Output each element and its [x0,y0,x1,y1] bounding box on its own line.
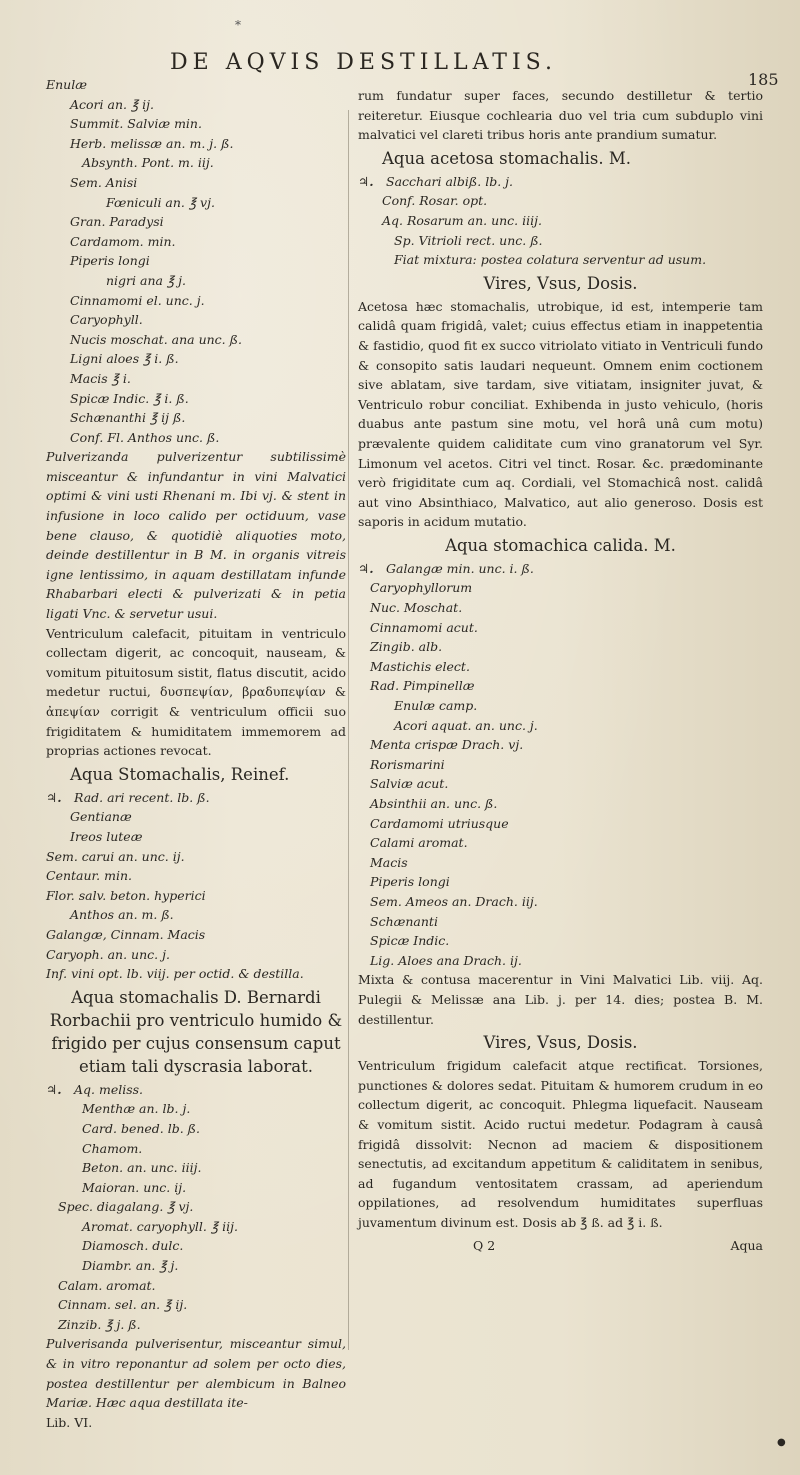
left-recipe-line [46,1217,346,1237]
right-recipe-line [358,774,763,794]
right-recipe-line [358,735,763,755]
recipe-symbol-icon: ♃. [46,1081,62,1097]
left-text: Aqua Stomachalis, Reinef. [70,764,290,784]
right-text: Enulæ camp. [394,698,478,714]
ornament-icon: ● [777,1437,786,1448]
right-text: Mixta & contusa macerentur in Vini Malvatici Lib. viij. Aq. Pulegii & Melissæ ana Lib. j. per 14. dies; postea B. M. destillentur. [358,972,763,1027]
right-heading [358,534,763,557]
left-text: Diambr. an. ℥ j. [82,1258,179,1274]
left-recipe-line [46,1119,346,1139]
left-text: Spec. diagalang. ℥ vj. [58,1199,194,1215]
right-text: Sp. Vitrioli rect. unc. ß. [394,232,543,248]
right-recipe-line [358,892,763,912]
left-text: Cinnam. sel. an. ℥ ij. [58,1297,188,1313]
left-recipe-line [46,75,346,95]
left-recipe-line [46,866,346,886]
right-heading [358,272,763,295]
left-recipe-line [46,886,346,906]
left-text: Herb. melissæ an. m. j. ß. [70,135,234,151]
right-recipe-line [358,833,763,853]
left-text: Gentianæ [70,809,132,825]
left-recipe-line [46,271,346,291]
right-text: Aqua acetosa stomachalis. M. [382,148,632,168]
left-recipe-line [46,428,346,448]
right-recipe-line [358,657,763,677]
recipe-symbol-icon: ♃. [358,173,374,189]
left-heading [46,986,346,1078]
left-recipe-line [46,1178,346,1198]
right-recipe-line [358,231,763,251]
left-recipe-line [46,153,346,173]
left-text: Spicæ Indic. ℥ i. ß. [70,390,189,406]
right-text: rum fundatur super faces, secundo destilletur & tertio reiteretur. Eiusque cochlearia duo vel tria cum subduplo vini malvatici vel clareti tribus horis ante prandium sumatur. [358,88,763,143]
left-recipe-line [46,1080,346,1100]
left-recipe-line [46,1158,346,1178]
left-text: Ventriculum calefacit, pituitam in ventriculo collectam digerit, ac concoquit, nauseam, & vomitum pituitosum sistit, flatus discutit, acido medetur ructui, δυσπεψίαν, βραδυπεψίαν & ἀπεψίαν corrigit & ventriculum officii suo frigiditatem & humiditatem immemorem ad proprias actiones revocat. [46,625,346,759]
right-recipe-line [358,637,763,657]
left-text: Pulverizanda pulverizentur subtilissimè misceantur & infundantur in vini Malvatici optimi & vini usti Rhenani m. Ibi vj. & stent in infusione in loco calido per octiduum, vase bene clauso, & quotidiè aliquoties moto, deinde destillentur in B M. in organis vitreis igne lentissimo, in aquam destillatam infunde Rhabarbari electi & pulverizati & in petia ligati Vnc. & servetur usui. [46,449,346,622]
right-text: Cinnamomi acut. [370,619,478,635]
left-text: Aq. meliss. [74,1081,144,1097]
right-text: Lig. Aloes ana Drach. ij. [370,952,522,968]
left-text: Cinnamomi el. unc. j. [70,292,205,308]
left-text: Cardamom. min. [70,233,176,249]
right-recipe-line [358,211,763,231]
left-text: Ireos luteæ [70,828,143,844]
left-paragraph [46,624,346,761]
right-recipe-line [358,912,763,932]
top-mark: * [235,18,241,32]
right-paragraph [358,86,763,145]
left-recipe-line [46,212,346,232]
right-paragraph [358,970,763,1029]
right-text: Rorismarini [370,756,445,772]
right-text: Calami aromat. [370,835,468,851]
right-paragraph [358,297,763,532]
right-text: Mastichis elect. [370,658,470,674]
right-text: Cardamomi utriusque [370,815,509,831]
right-text: Nuc. Moschat. [370,600,463,616]
left-recipe-line [46,291,346,311]
left-text: Sem. carui an. unc. ij. [46,848,185,864]
left-text: Caryophyll. [70,312,143,328]
left-text: Sem. Anisi [70,174,138,190]
right-recipe-line [358,755,763,775]
left-heading [46,763,346,786]
page-footer [358,1236,763,1256]
left-paragraph [46,447,346,623]
right-recipe-line [358,872,763,892]
right-text: Menta crispæ Drach. vj. [370,737,524,753]
left-recipe-line [46,95,346,115]
right-column [358,86,763,1256]
right-text: Aq. Rosarum an. unc. iiij. [382,212,542,228]
left-text: Enulæ [46,77,87,92]
left-text: Calam. aromat. [58,1277,156,1293]
left-text: Conf. Fl. Anthos unc. ß. [70,429,220,445]
running-head: DE AQVIS DESTILLATIS. [170,50,557,75]
left-recipe-line [46,193,346,213]
left-recipe-line [46,1139,346,1159]
left-text: Rad. ari recent. lb. ß. [74,789,210,805]
left-recipe-line [46,134,346,154]
right-text: Galangæ min. unc. i. ß. [386,560,534,576]
right-recipe-line [358,559,763,579]
left-recipe-line [46,369,346,389]
left-recipe-line [46,1236,346,1256]
right-text: Fiat mixtura: postea colatura serventur ad usum. [394,252,707,268]
left-text: Piperis longi [70,253,150,269]
right-text: Caryophyllorum [370,580,473,596]
left-recipe-line [46,349,346,369]
left-recipe-line [46,807,346,827]
right-recipe-line [358,250,763,270]
left-column [46,75,346,1432]
left-text: Aromat. caryophyll. ℥ iij. [82,1218,238,1234]
left-text: Fœniculi an. ℥ vj. [106,194,215,210]
left-recipe-line [46,1256,346,1276]
right-heading [358,1031,763,1054]
right-heading [358,147,763,170]
left-recipe-line [46,847,346,867]
left-paragraph [46,1334,346,1412]
catchword: Aqua [730,1238,763,1254]
left-recipe-line [46,232,346,252]
right-text: Sacchari albiß. lb. j. [386,173,514,189]
right-text: Aqua stomachica calida. M. [445,535,676,555]
right-text: Schænanti [370,913,438,929]
right-text: Acori aquat. an. unc. j. [394,717,538,733]
left-recipe-line [46,1413,346,1433]
right-text: Rad. Pimpinellæ [370,678,475,694]
left-text: Card. bened. lb. ß. [82,1120,201,1136]
right-recipe-line [358,794,763,814]
right-recipe-line [358,598,763,618]
recipe-symbol-icon: ♃. [358,560,374,576]
left-recipe-line [46,945,346,965]
right-text: Sem. Ameos an. Drach. iij. [370,893,538,909]
left-text: Caryoph. an. unc. j. [46,946,170,962]
left-text: Maioran. unc. ij. [82,1179,187,1195]
page-number: 185 [748,70,779,89]
left-text: Menthæ an. lb. j. [82,1101,191,1117]
left-text: nigri ana ℥ j. [106,272,186,288]
right-text: Conf. Rosar. opt. [382,193,488,209]
left-recipe-line [46,905,346,925]
right-recipe-line [358,951,763,971]
right-recipe-line [358,814,763,834]
right-text: Ventriculum frigidum calefacit atque rectificat. Torsiones, punctiones & dolores sedat. Pituitam & humorem crudum in eo collectum digerit, ac concoquit. Phlegma liquefacit. Nauseam & vomitum sistit. Acido ructui medetur. Podagram à causâ frigidâ dissolvit: Necnon ad maciem & dispositionem senectutis, ad excitandum appetitum & caliditatem in senibus, ad fugandum ventositatem crassam, ad aperiendum oppilationes, ad resolvendum humiditates superfluas juvamentum divinum est. Dosis ab ℥ ß. ad ℥ i. ß. [358,1058,763,1230]
left-recipe-line [46,408,346,428]
right-recipe-line [358,931,763,951]
left-recipe-line [46,1099,346,1119]
right-text: Piperis longi [370,874,450,890]
right-recipe-line [358,172,763,192]
left-recipe-line [46,330,346,350]
signature-mark: Q 2 [473,1238,496,1254]
left-recipe-line [46,310,346,330]
left-text: Macis ℥ i. [70,370,131,386]
left-text: Diamosch. dulc. [82,1238,184,1254]
right-recipe-line [358,191,763,211]
right-text: Vires, Vsus, Dosis. [483,1033,638,1053]
left-text: Ligni aloes ℥ i. ß. [70,351,179,367]
left-text: Absynth. Pont. m. iij. [82,155,214,171]
left-recipe-line [46,1295,346,1315]
right-recipe-line [358,618,763,638]
left-text: Schænanthi ℥ ij ß. [70,410,186,426]
right-text: Absinthii an. unc. ß. [370,796,498,811]
left-recipe-line [46,1315,346,1335]
left-text: Inf. vini opt. lb. viij. per octid. & destilla. [46,966,304,982]
left-recipe-line [46,173,346,193]
right-recipe-line [358,716,763,736]
right-text: Spicæ Indic. [370,933,450,949]
left-recipe-line [46,788,346,808]
right-recipe-line [358,853,763,873]
left-text: Gran. Paradysi [70,214,164,230]
left-text: Flor. salv. beton. hyperici [46,887,206,903]
left-recipe-line [46,1276,346,1296]
right-recipe-line [358,696,763,716]
right-recipe-line [358,578,763,598]
left-recipe-line [46,389,346,409]
left-text: Galangæ, Cinnam. Macis [46,926,206,942]
right-text: Salviæ acut. [370,776,449,792]
recipe-symbol-icon: ♃. [46,789,62,805]
left-text: Zinzib. ℥ j. ß. [58,1316,141,1332]
left-recipe-line [46,925,346,945]
left-text: Lib. VI. [46,1414,93,1430]
left-text: Aqua stomachalis D. Bernardi Rorbachii pro ventriculo humido & frigido per cujus consensum caput etiam tali dyscrasia laborat. [49,987,343,1076]
left-text: Summit. Salviæ min. [70,116,202,132]
left-text: Anthos an. m. ß. [70,907,174,923]
right-text: Acetosa hæc stomachalis, utrobique, id est, intemperie tam calidâ quam frigidâ, valet; cuius effectus etiam in inappetentia & fastidio, quod fit ex succo vitriolato vitiato in Ventriculi fundo & consopito satis laudari nequeunt. Omnem enim coctionem sive ablatam, sive tardam, sive vitiatam, insigniter juvat, & Ventriculo robur conciliat. Exhibenda in justo vehiculo, (horis duabus ante pastum sine motu, vel horâ unâ cum motu) prævalente quidem caliditate cum vino granatorum vel Syr. Limonum vel acetos. Citri vel tinct. Rosar. &c. prædominante verò frigiditate cum aq. Cordiali, vel Stomachicâ nost. calidâ aut vino Absinthiaco, Malvatico, aut alio generoso. Dosis est saporis in acidum mutatio. [358,298,763,530]
left-text: Chamom. [82,1140,143,1156]
right-text: Vires, Vsus, Dosis. [483,273,638,293]
right-recipe-line [358,676,763,696]
left-text: Acori an. ℥ ij. [70,96,154,112]
right-text: Macis [370,854,408,870]
left-recipe-line [46,251,346,271]
right-text: Zingib. alb. [370,639,443,655]
left-text: Centaur. min. [46,868,132,884]
column-divider [348,110,349,1350]
left-recipe-line [46,1197,346,1217]
left-text: Nucis moschat. ana unc. ß. [70,331,242,347]
left-recipe-line [46,827,346,847]
left-text: Pulverisanda pulverisentur, misceantur simul, & in vitro reponantur ad solem per octo dies, postea destillentur per alembicum in Balneo Mariæ. Hæc aqua destillata ite- [46,1336,346,1411]
left-recipe-line [46,114,346,134]
left-text: Beton. an. unc. iiij. [82,1160,202,1176]
left-recipe-line [46,964,346,984]
right-paragraph [358,1056,763,1232]
